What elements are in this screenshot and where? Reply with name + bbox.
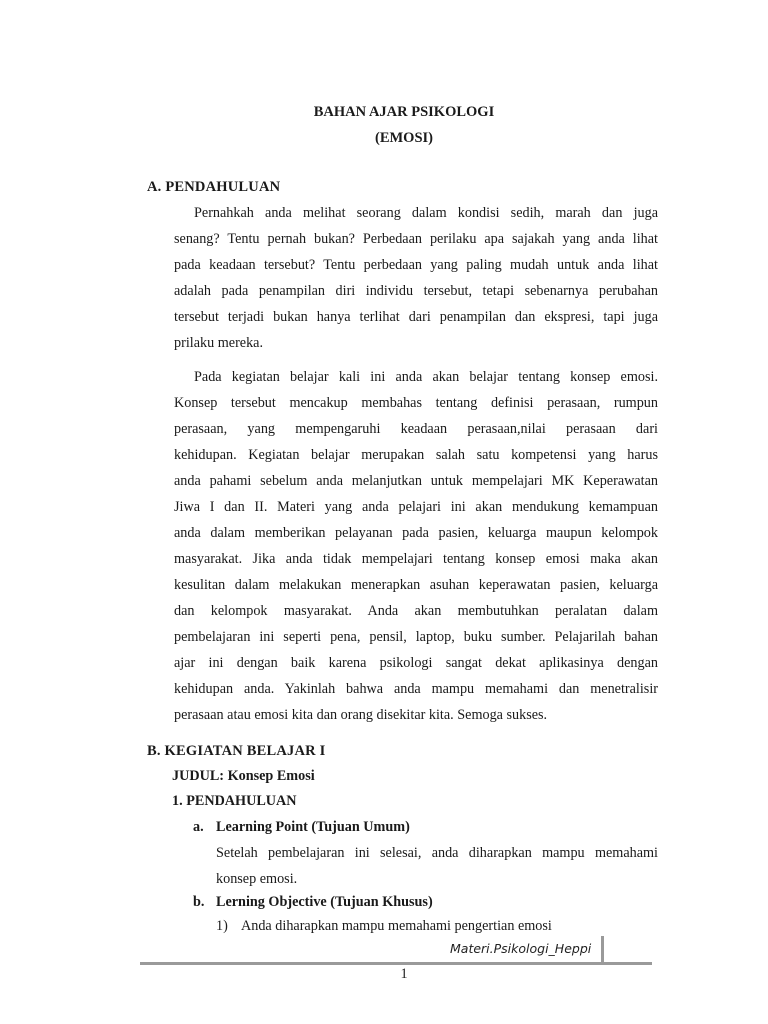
judul-heading: JUDUL: Konsep Emosi: [172, 768, 315, 784]
paragraph-line: perasaan atau emosi kita dan orang disekitar kita. Semoga sukses.: [174, 707, 548, 723]
paragraph-line: masyarakat. Jika anda tidak mempelajari tentang konsep emosi maka akan: [174, 551, 658, 567]
paragraph-line: adalah pada penampilan diri individu tersebut, tetapi sebenarnya perubahan: [174, 283, 658, 299]
paragraph-line: ajar ini dengan baik karena psikologi sangat dekat aplikasinya dengan: [174, 655, 658, 671]
paragraph-line: Pernahkah anda melihat seorang dalam kondisi sedih, marah dan juga: [194, 205, 658, 221]
paragraph-line: kesulitan dalam melakukan menerapkan asuhan keperawatan pasien, keluarga: [174, 577, 658, 593]
paragraph-line: tersebut terjadi bukan hanya terlihat dari penampilan dan ekspresi, tapi juga: [174, 309, 658, 325]
page-number: 1: [400, 966, 408, 982]
item-a-label: a.: [193, 819, 204, 835]
footer-label: Materi.Psikologi_Heppi: [450, 941, 592, 956]
paragraph-line: Setelah pembelajaran ini selesai, anda diharapkan mampu memahami: [216, 845, 658, 861]
paragraph-line: Pada kegiatan belajar kali ini anda akan belajar tentang konsep emosi.: [194, 369, 658, 385]
footer-vertical-rule: [601, 936, 604, 963]
learning-objective-heading: Lerning Objective (Tujuan Khusus): [216, 894, 433, 910]
document-subtitle: (EMOSI): [375, 130, 433, 146]
paragraph-line: pada keadaan tersebut? Tentu perbedaan yang paling mudah untuk anda lihat: [174, 257, 658, 273]
paragraph-line: perasaan, yang mempengaruhi keadaan perasaan,nilai perasaan dari: [174, 421, 658, 437]
objective-1-text: Anda diharapkan mampu memahami pengertian emosi: [241, 918, 552, 934]
learning-point-heading: Learning Point (Tujuan Umum): [216, 819, 410, 835]
section-b-heading: B. KEGIATAN BELAJAR I: [147, 743, 326, 759]
footer-horizontal-rule: [140, 962, 652, 965]
paragraph-line: anda dalam memberikan pelayanan pada pasien, keluarga maupun kelompok: [174, 525, 658, 541]
learning-point-text: [216, 840, 658, 892]
item-b-label: b.: [193, 894, 205, 910]
objective-1-label: 1): [216, 918, 228, 934]
paragraph-line: prilaku mereka.: [174, 335, 264, 351]
section-a-paragraph-2: [174, 364, 658, 728]
paragraph-line: dan kelompok masyarakat. Anda akan membutuhkan peralatan dalam: [174, 603, 658, 619]
paragraph-line: senang? Tentu pernah bukan? Perbedaan perilaku apa sajakah yang anda lihat: [174, 231, 658, 247]
pendahuluan-subheading: 1. PENDAHULUAN: [172, 793, 297, 809]
paragraph-line: kehidupan anda. Yakinlah bahwa anda mampu memahami dan menetralisir: [174, 681, 658, 697]
paragraph-line: Jiwa I dan II. Materi yang anda pelajari ini akan mendukung kemampuan: [174, 499, 658, 515]
section-a-heading: A. PENDAHULUAN: [147, 179, 281, 195]
paragraph-line: pembelajaran ini seperti pena, pensil, laptop, buku sumber. Pelajarilah bahan: [174, 629, 658, 645]
paragraph-line: kehidupan. Kegiatan belajar merupakan salah satu kompetensi yang harus: [174, 447, 658, 463]
paragraph-line: anda pahami sebelum anda melanjutkan untuk mempelajari MK Keperawatan: [174, 473, 658, 489]
paragraph-line: konsep emosi.: [216, 871, 298, 887]
paragraph-line: Konsep tersebut mencakup membahas tentang definisi perasaan, rumpun: [174, 395, 658, 411]
section-a-paragraph-1: [174, 200, 658, 356]
document-title: BAHAN AJAR PSIKOLOGI: [313, 104, 495, 120]
